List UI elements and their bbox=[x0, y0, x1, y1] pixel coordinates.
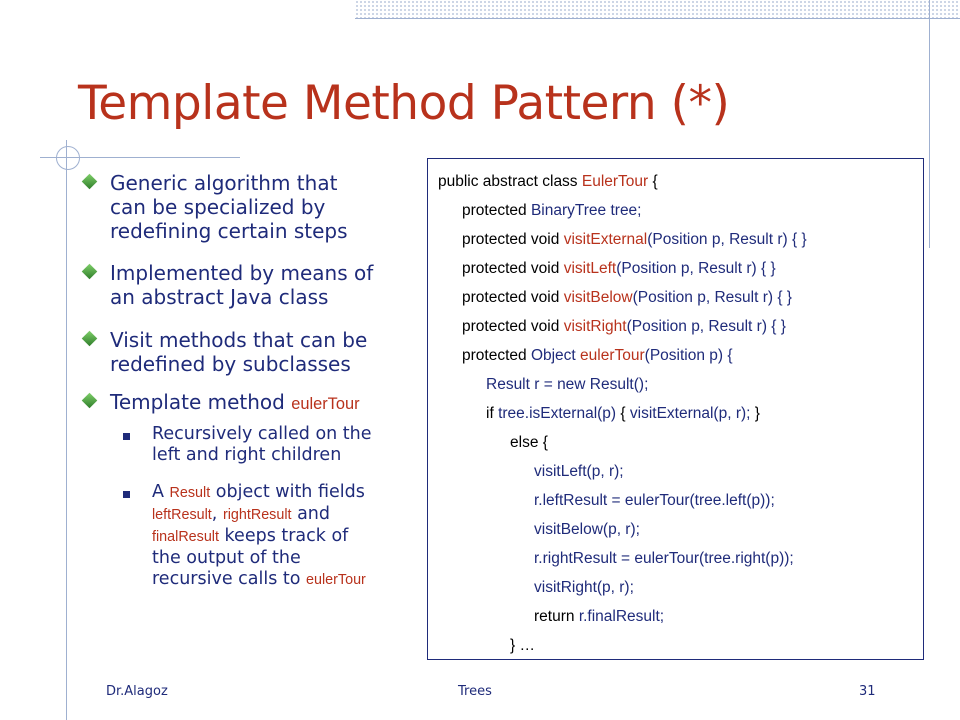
bullet-line: an abstract Java class bbox=[110, 285, 329, 309]
corner-circle-ornament bbox=[56, 146, 80, 170]
code-listing-box bbox=[427, 158, 924, 660]
sub-bullet-line: leftResult, rightResult and bbox=[152, 504, 330, 524]
sub-bullet-item bbox=[152, 424, 427, 466]
bullet-line: Visit methods that can be bbox=[110, 328, 368, 352]
left-vertical-rule bbox=[66, 140, 67, 720]
highlight-term: Result bbox=[169, 485, 211, 501]
bullet-line: Implemented by means of bbox=[110, 261, 374, 285]
bullet-line: Generic algorithm that bbox=[110, 171, 338, 195]
sub-bullet-square-icon bbox=[123, 491, 130, 498]
code-line: else { bbox=[510, 434, 548, 451]
code-line: public abstract class EulerTour { bbox=[438, 173, 658, 190]
sub-bullet-square-icon bbox=[123, 433, 130, 440]
bullet-text: Template method bbox=[110, 390, 292, 414]
code-line: } … bbox=[510, 637, 535, 654]
sub-bullet-line: left and right children bbox=[152, 445, 342, 465]
code-line: r.rightResult = eulerTour(tree.right(p)); bbox=[534, 550, 794, 567]
bullet-item bbox=[110, 328, 430, 376]
highlight-term: eulerTour bbox=[291, 395, 360, 413]
code-line: r.leftResult = eulerTour(tree.left(p)); bbox=[534, 492, 775, 509]
sub-bullet-line: finalResult keeps track of bbox=[152, 526, 349, 546]
highlight-term: rightResult bbox=[222, 507, 292, 523]
header-dotted-band bbox=[355, 0, 960, 18]
bullet-diamond-icon bbox=[82, 393, 98, 409]
sub-bullet-line: A Result object with fields bbox=[152, 482, 365, 502]
sub-bullet-item bbox=[152, 482, 427, 591]
bullet-item bbox=[110, 261, 430, 309]
slide-title: Template Method Pattern (*) bbox=[78, 76, 730, 131]
bullet-diamond-icon bbox=[82, 264, 98, 280]
right-vertical-rule bbox=[929, 0, 930, 248]
code-line: protected BinaryTree tree; bbox=[462, 202, 642, 219]
code-line: if tree.isExternal(p) { visitExternal(p, r); } bbox=[486, 405, 760, 422]
sub-bullet-line: the output of the bbox=[152, 548, 301, 568]
sub-bullet-line: Recursively called on the bbox=[152, 424, 372, 444]
code-line: visitLeft(p, r); bbox=[534, 463, 624, 480]
highlight-term: eulerTour bbox=[306, 572, 366, 588]
code-line: visitRight(p, r); bbox=[534, 579, 634, 596]
bullet-diamond-icon bbox=[82, 174, 98, 190]
code-line: protected void visitBelow(Position p, Result r) { } bbox=[462, 289, 792, 306]
code-line: protected Object eulerTour(Position p) { bbox=[462, 347, 733, 364]
bullet-line: can be specialized by bbox=[110, 195, 326, 219]
code-line: Result r = new Result(); bbox=[486, 376, 649, 393]
footer-author: Dr.Alagoz bbox=[106, 684, 168, 699]
highlight-term: finalResult bbox=[152, 529, 219, 545]
code-line: protected void visitExternal(Position p, Result r) { } bbox=[462, 231, 807, 248]
footer-topic: Trees bbox=[458, 684, 492, 699]
sub-bullet-line: recursive calls to eulerTour bbox=[152, 569, 366, 589]
footer-page-number: 31 bbox=[859, 684, 876, 699]
highlight-term: leftResult bbox=[152, 507, 212, 523]
bullet-line: redefining certain steps bbox=[110, 219, 348, 243]
header-rule bbox=[355, 18, 960, 19]
code-line: protected void visitRight(Position p, Result r) { } bbox=[462, 318, 786, 335]
bullet-item bbox=[110, 171, 430, 243]
bullet-line: redefined by subclasses bbox=[110, 352, 351, 376]
bullet-item bbox=[110, 390, 430, 416]
code-line: visitBelow(p, r); bbox=[534, 521, 640, 538]
code-line: return r.finalResult; bbox=[534, 608, 665, 625]
bullet-diamond-icon bbox=[82, 331, 98, 347]
code-line: protected void visitLeft(Position p, Result r) { } bbox=[462, 260, 776, 277]
